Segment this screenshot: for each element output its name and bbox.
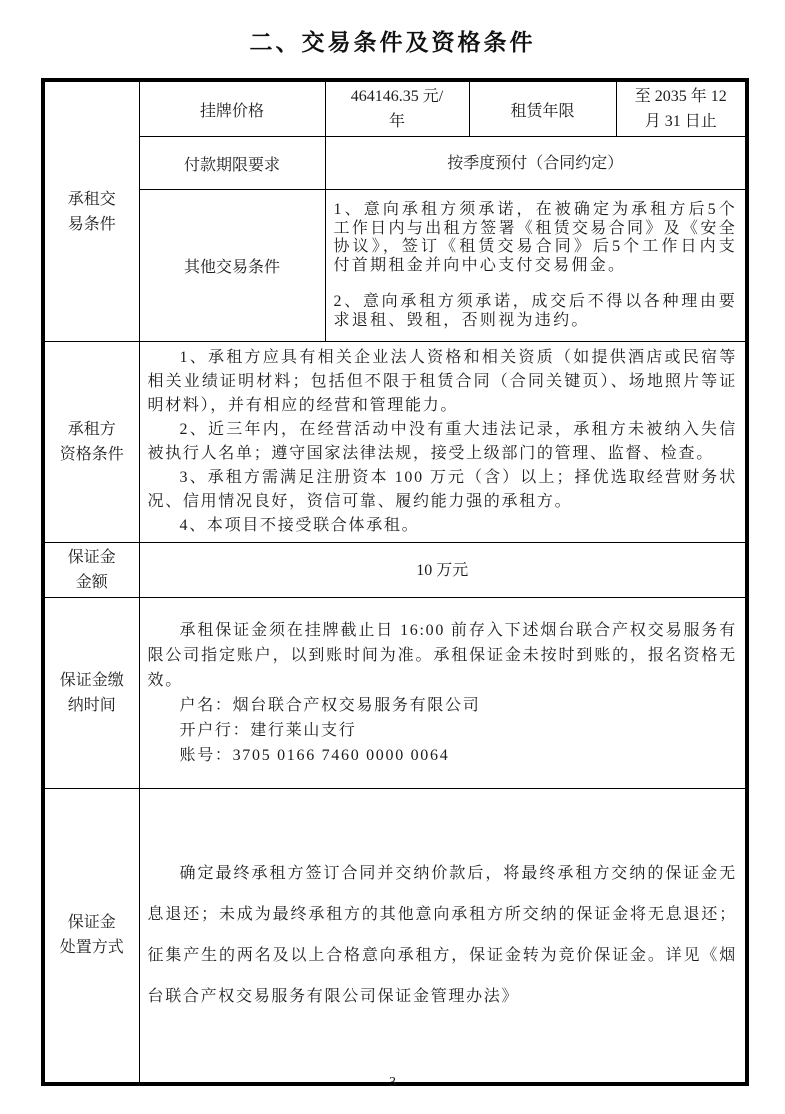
page-title: 二、交易条件及资格条件: [249, 30, 536, 55]
listing-price-value-cell: 464146.35 元/ 年: [325, 80, 469, 137]
other-condition-paragraph-2: 2、意向承租方须承诺，成交后不得以各种理由要求退租、毁租，否则视为违约。: [333, 293, 737, 329]
lessee-qualification-label-cell: 承租方 资格条件: [43, 342, 139, 543]
qualification-item-4: 4、本项目不接受联合体承租。: [179, 517, 420, 534]
lease-term-value-cell: 至 2035 年 12 月 31 日止: [616, 80, 747, 137]
table-row: [43, 543, 747, 598]
deposit-amount-value-cell: 10 万元: [139, 543, 747, 598]
table-row: [43, 342, 747, 543]
listing-price-label-cell: 挂牌价格: [139, 80, 325, 137]
qualification-item-1: 1、承租方应具有相关企业法人资格和相关资质（如提供酒店或民宿等相关业绩证明材料；包括但不限于租赁合同（合同关键页）、场地照片等证明材料），并有相应的经营和管理能力。: [147, 349, 737, 414]
table-row: [43, 190, 747, 342]
table-row: [43, 137, 747, 190]
deposit-disposal-paragraph: 确定最终承租方签订合同并交纳价款后，将最终承租方交纳的保证金无息退还；未成为最终承租方的其他意向承租方所交纳的保证金将无息退还；征集产生的两名及以上合格意向承租方，保证金转为竞价保证金。详见《烟台联合产权交易服务有限公司保证金管理办法》: [147, 865, 737, 1006]
conditions-table: [41, 78, 749, 1086]
qualification-item-3: 3、承租方需满足注册资本 100 万元（含）以上；择优选取经营财务状况、信用情况良好，资信可靠、履约能力强的承租方。: [147, 469, 737, 510]
deposit-disposal-label-cell: 保证金 处置方式: [43, 789, 139, 1084]
other-condition-paragraph-1: 1、意向承租方须承诺，在被确定为承租方后5个工作日内与出租方签署《租赁交易合同》及《安全协议》，签订《租赁交易合同》后5个工作日内支付首期租金并向中心支付交易佣金。: [333, 201, 737, 274]
other-conditions-label-cell: 其他交易条件: [139, 190, 325, 342]
payment-term-value-cell: 按季度预付（合同约定）: [325, 137, 747, 190]
deposit-amount-label-cell: 保证金 金额: [43, 543, 139, 598]
deposit-time-content-cell: [139, 598, 747, 789]
deposit-time-intro: 承租保证金须在挂牌截止日 16:00 前存入下述烟台联合产权交易服务有限公司指定账户，以到账时间为准。承租保证金未按时到账的，报名资格无效。: [147, 622, 737, 689]
table-row: [43, 598, 747, 789]
lease-term-label-cell: 租赁年限: [469, 80, 616, 137]
deposit-time-label-cell: 保证金缴 纳时间: [43, 598, 139, 789]
page-number: 3: [389, 1075, 396, 1090]
lease-transaction-label-cell: 承租交 易条件: [43, 80, 139, 342]
deposit-disposal-content-cell: [139, 789, 747, 1084]
table-row: [43, 789, 747, 1084]
account-number-line: 账号：3705 0166 7460 0000 0064: [179, 747, 450, 764]
account-name-line: 户名：烟台联合产权交易服务有限公司: [179, 697, 481, 714]
qualification-item-2: 2、近三年内，在经营活动中没有重大违法记录，承租方未被纳入失信被执行人名单；遵守国家法律法规，接受上级部门的管理、监督、检查。: [147, 421, 737, 462]
lessee-qualification-content-cell: [139, 342, 747, 543]
bank-line: 开户行：建行莱山支行: [179, 722, 357, 739]
table-row: [43, 80, 747, 137]
payment-term-label-cell: 付款期限要求: [139, 137, 325, 190]
other-conditions-content-cell: [325, 190, 747, 342]
